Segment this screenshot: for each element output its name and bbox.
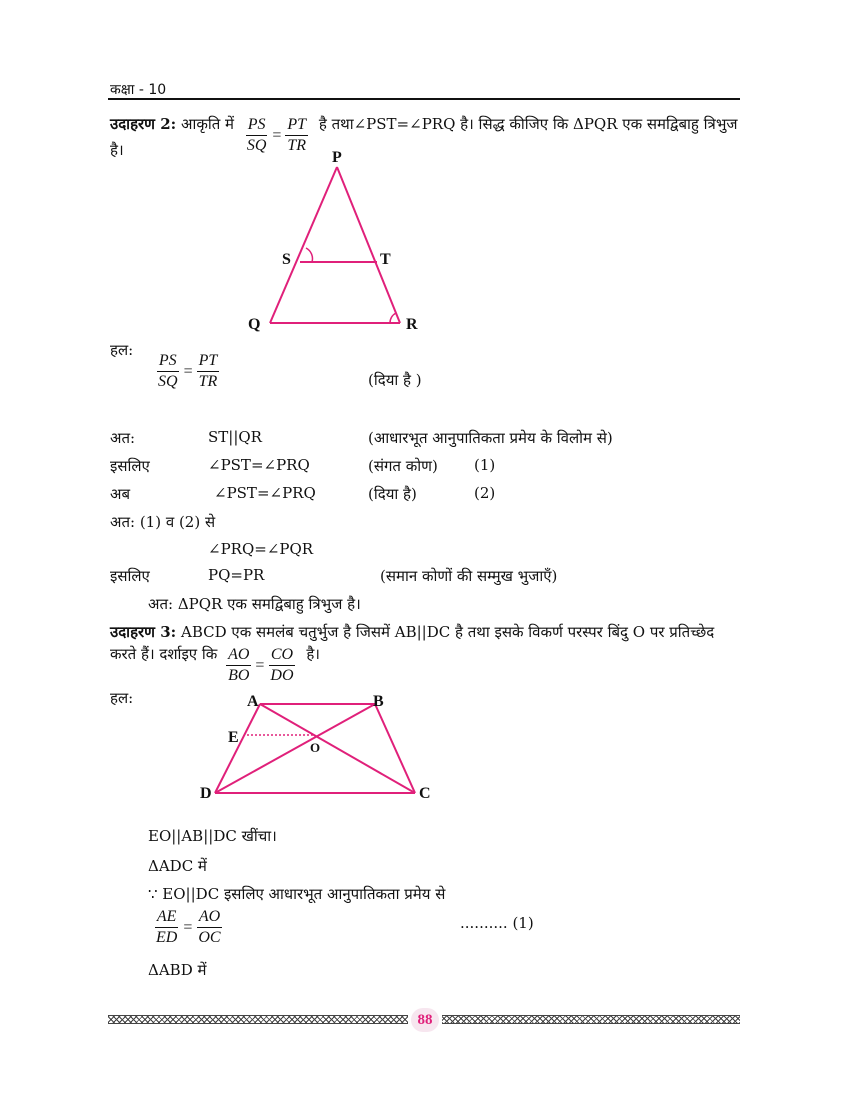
fraction-denominator: SQ [246, 137, 267, 154]
given-note: (दिया है ) [368, 371, 422, 389]
example2-intro: आकृति में [181, 115, 235, 133]
step-theorem: ∵ EO||DC इसलिए आधारभूत आनुपातिकता प्रमेय से [148, 885, 446, 903]
fraction-numerator: AO [197, 907, 222, 928]
vertex-label-a: A [247, 693, 259, 710]
fraction-numerator: AO [226, 645, 251, 666]
step-statement: PQ=PR [208, 566, 265, 584]
example3-statement [110, 622, 714, 642]
vertex-label-b: B [373, 693, 384, 710]
example3-line2-text: करते हैं। दर्शाइए कि [110, 645, 218, 663]
diagonal-ac [260, 704, 415, 793]
example3-ratio: $\frac{AO}{BO}$ = $\frac{CO}{DO}$ [228, 646, 294, 684]
fraction-numerator: CO [269, 645, 295, 666]
vertex-label-c: C [419, 785, 431, 802]
step-statement: ∠PRQ=∠PQR [208, 540, 314, 558]
vertex-label-d: D [200, 785, 212, 802]
vertex-label-p: P [332, 149, 342, 166]
footer-border-left [108, 1015, 408, 1024]
fraction-numerator: PT [285, 115, 308, 136]
fraction-denominator: OC [198, 929, 221, 946]
conclusion: अत: ΔPQR एक समद्विबाहु त्रिभुज है। [148, 595, 361, 613]
solution3-ratio: $\frac{AE}{ED}$ = $\frac{AO}{OC}$ [156, 908, 221, 946]
fraction-numerator: AE [155, 907, 179, 928]
side-pr [337, 167, 400, 323]
step-left: अत: [110, 429, 136, 447]
fraction-numerator: PT [197, 351, 220, 372]
fraction-numerator: PS [246, 115, 268, 136]
fraction-denominator: DO [270, 667, 294, 684]
example3-line2-end: है। [306, 645, 320, 663]
side-pq [270, 167, 337, 323]
step-statement: ST||QR [208, 428, 262, 446]
vertex-label-q: Q [248, 316, 261, 333]
step-left: इसलिए [110, 567, 150, 585]
vertex-label-r: R [406, 316, 418, 333]
step-reason: (समान कोणों की सम्मुख भुजाएँ) [380, 567, 558, 585]
step-triangle-abd: ΔABD में [148, 961, 207, 979]
point-label-s: S [282, 251, 291, 268]
angle-mark-s [306, 248, 312, 262]
header-rule [108, 98, 740, 100]
step-statement: ∠PST=∠PRQ [208, 456, 310, 474]
fraction-denominator: TR [198, 373, 218, 390]
diagonal-bd [215, 704, 375, 793]
trapezium-abcd-figure [195, 688, 445, 808]
footer-border-right [442, 1015, 740, 1024]
point-label-e: E [228, 729, 239, 746]
from-1-2: अत: (1) व (2) से [110, 513, 216, 531]
example2-ratio: $\frac{PS}{SQ}$ = $\frac{PT}{TR}$ [246, 116, 307, 154]
example3-label: उदाहरण 3: [110, 623, 177, 641]
step-triangle-adc: ΔADC में [148, 857, 207, 875]
point-label-t: T [380, 251, 391, 268]
example2-statement-end: है। [110, 141, 124, 159]
fraction-denominator: SQ [158, 373, 178, 390]
solution2-ratio: $\frac{PS}{SQ}$ = $\frac{PT}{TR}$ [158, 352, 218, 390]
step-left: इसलिए [110, 457, 150, 475]
example3-statement-text: ABCD एक समलंब चतुर्भुज है जिसमें AB||DC है तथा इसके विकर्ण परस्पर बिंदु O पर प्रतिच्छेद [181, 623, 715, 641]
side-bc [375, 704, 415, 793]
step-construction: EO||AB||DC खींचा। [148, 827, 277, 845]
fraction-numerator: PS [157, 351, 179, 372]
example2-statement-text: है तथा∠PST=∠PRQ है। सिद्ध कीजिए कि ΔPQR एक समद्विबाहु त्रिभुज [318, 115, 738, 133]
solution3-label: हल: [110, 689, 134, 707]
equation-tag: (1) [474, 456, 496, 474]
step-left: अब [110, 485, 131, 503]
fraction-denominator: BO [228, 667, 250, 684]
example2-label: उदाहरण 2: [110, 115, 177, 133]
fraction-denominator: ED [156, 929, 178, 946]
step-statement: ∠PST=∠PRQ [214, 484, 316, 502]
equation-tag: (2) [474, 484, 496, 502]
example3-line2 [110, 644, 320, 686]
point-label-o: O [310, 740, 321, 755]
triangle-pqr-figure [240, 145, 440, 340]
solution2-label: हल: [110, 341, 134, 359]
step-reason: (आधारभूत आनुपातिकता प्रमेय के विलोम से) [368, 429, 613, 447]
class-label: कक्षा - 10 [110, 82, 167, 98]
page-number: 88 [411, 1008, 439, 1032]
step-reason: (दिया है) [368, 485, 417, 503]
step-reason: (संगत कोण) [368, 457, 438, 475]
equation-tag: .......... (1) [460, 914, 534, 932]
fraction-denominator: TR [287, 137, 307, 154]
angle-mark-r [390, 313, 396, 323]
